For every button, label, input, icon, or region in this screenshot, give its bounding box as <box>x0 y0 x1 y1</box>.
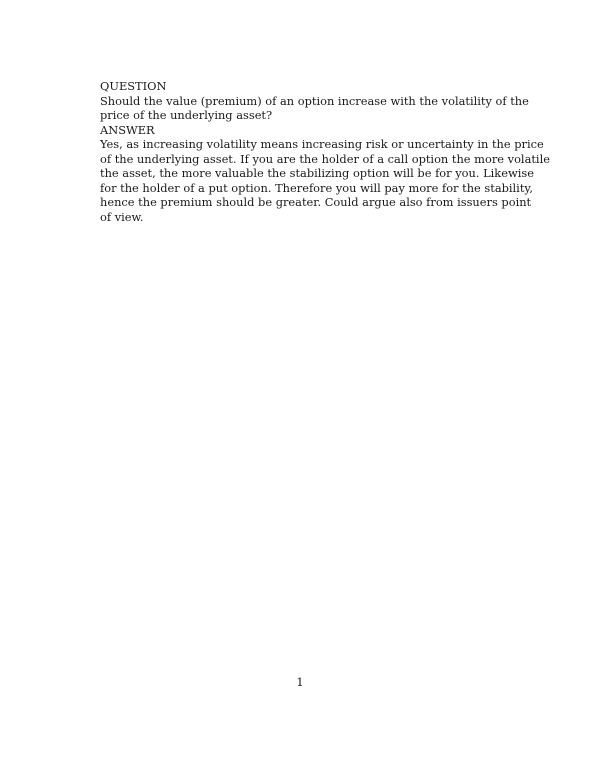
answer-line: of the underlying asset. If you are the holder of a call option the more volatile <box>100 151 550 166</box>
answer-line: the asset, the more valuable the stabilizing option will be for you. Likewise <box>100 166 534 180</box>
page-number: 1 <box>296 675 304 689</box>
answer-heading: ANSWER <box>100 122 155 137</box>
answer-line: for the holder of a put option. Therefore you will pay more for the stability, <box>100 180 533 195</box>
question-line: Should the value (premium) of an option increase with the volatility of the <box>100 93 529 108</box>
answer-line: hence the premium should be greater. Could argue also from issuers point <box>100 195 532 209</box>
answer-line: of view. <box>100 209 144 224</box>
question-heading: QUESTION <box>100 79 167 93</box>
text-block <box>100 79 550 224</box>
answer-line: Yes, as increasing volatility means increasing risk or uncertainty in the price <box>100 137 544 151</box>
question-line: price of the underlying asset? <box>100 108 273 122</box>
